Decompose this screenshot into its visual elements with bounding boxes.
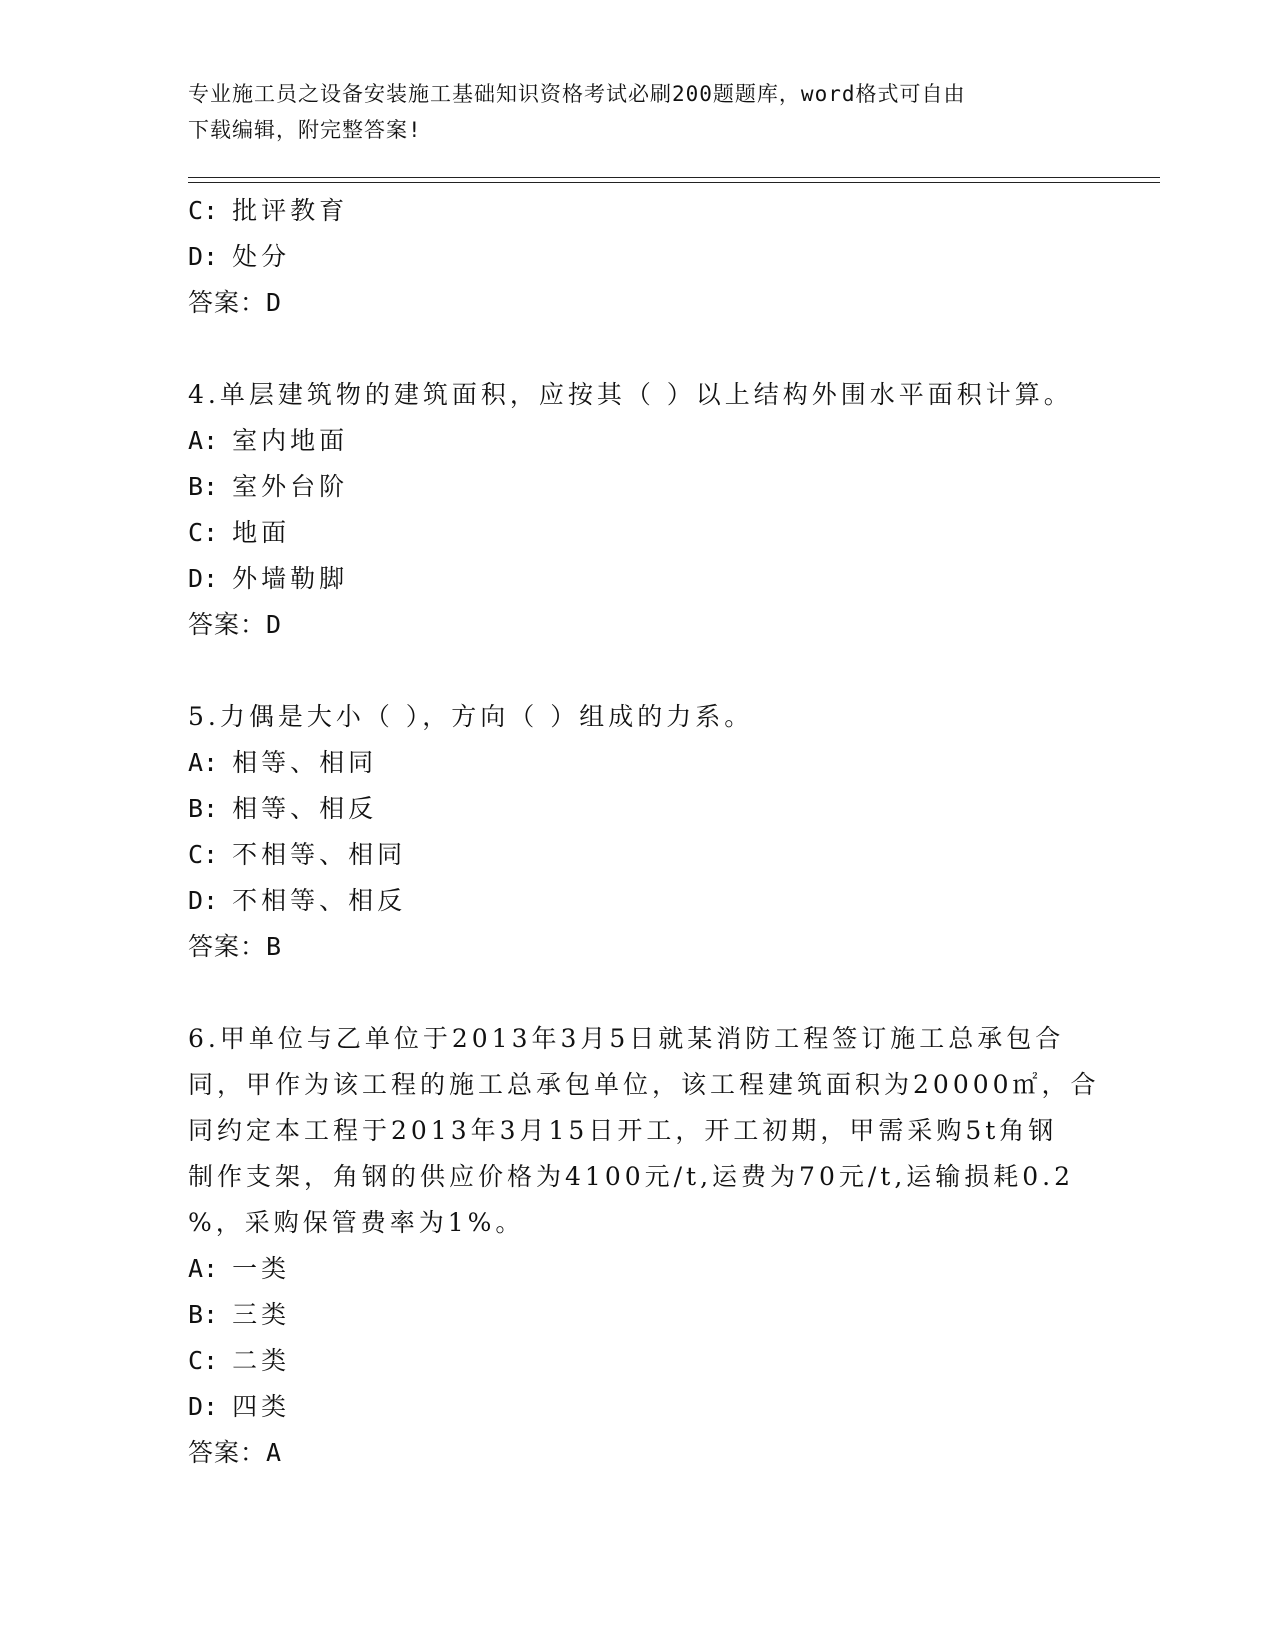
- question-stem-line: 制作支架，角钢的供应价格为4100元/t,运费为70元/t,运输损耗0.2: [188, 1162, 1075, 1191]
- option-text: 相等、相同: [232, 748, 378, 777]
- answer-line: [188, 924, 1088, 970]
- question-spacer: [188, 648, 1088, 694]
- question-3-tail: [188, 188, 1088, 326]
- answer-label: 答案：: [188, 610, 267, 639]
- answer-line: [188, 602, 1088, 648]
- option-a: [188, 418, 1088, 464]
- option-text: 外墙勒脚: [232, 564, 349, 593]
- option-letter: A:: [188, 748, 219, 777]
- answer-label: 答案：: [188, 288, 267, 317]
- option-text: 三类: [232, 1300, 291, 1329]
- header-divider-bottom: [188, 182, 1160, 183]
- option-letter: B:: [188, 472, 219, 501]
- question-4: [188, 372, 1088, 648]
- question-stem-line: 同，甲作为该工程的施工总承包单位，该工程建筑面积为20000㎡，合: [188, 1070, 1100, 1099]
- option-letter: D:: [188, 1392, 219, 1421]
- option-c: [188, 188, 1088, 234]
- question-stem-line: 6.甲单位与乙单位于2013年3月5日就某消防工程签订施工总承包合: [188, 1024, 1065, 1053]
- option-text: 室外台阶: [232, 472, 349, 501]
- option-letter: D:: [188, 886, 219, 915]
- option-a: [188, 740, 1088, 786]
- option-c: [188, 1338, 1088, 1384]
- option-text: 四类: [232, 1392, 291, 1421]
- answer-value: D: [266, 288, 283, 317]
- option-text: 相等、相反: [232, 794, 378, 823]
- option-c: [188, 510, 1088, 556]
- option-text: 室内地面: [232, 426, 349, 455]
- option-text: 处分: [232, 242, 291, 271]
- option-text: 不相等、相反: [232, 886, 407, 915]
- answer-line: [188, 1430, 1088, 1476]
- header-line-1: 专业施工员之设备安装施工基础知识资格考试必刷200题题库，word格式可自由: [188, 82, 966, 106]
- question-stem: 5.力偶是大小（ ），方向（ ）组成的力系。: [188, 702, 754, 731]
- option-text: 一类: [232, 1254, 291, 1283]
- question-list: [188, 188, 1100, 1476]
- answer-value: A: [266, 1438, 283, 1467]
- option-text: 地面: [232, 518, 291, 547]
- option-letter: B:: [188, 794, 219, 823]
- option-b: [188, 464, 1088, 510]
- option-letter: C:: [188, 196, 219, 225]
- option-c: [188, 832, 1088, 878]
- question-5: [188, 694, 1088, 970]
- option-letter: A:: [188, 426, 219, 455]
- option-letter: C:: [188, 1346, 219, 1375]
- option-letter: A:: [188, 1254, 219, 1283]
- answer-label: 答案：: [188, 1438, 267, 1467]
- option-d: [188, 878, 1088, 924]
- option-letter: D:: [188, 564, 219, 593]
- answer-value: B: [266, 932, 283, 961]
- question-6: [188, 1016, 1100, 1476]
- option-b: [188, 1292, 1088, 1338]
- option-b: [188, 786, 1088, 832]
- option-d: [188, 1384, 1088, 1430]
- option-text: 二类: [232, 1346, 291, 1375]
- option-text: 不相等、相同: [232, 840, 407, 869]
- option-letter: B:: [188, 1300, 219, 1329]
- option-letter: C:: [188, 840, 219, 869]
- document-header: [188, 76, 1088, 148]
- answer-line: [188, 280, 1088, 326]
- question-stem-line: 同约定本工程于2013年3月15日开工，开工初期，甲需采购5t角钢: [188, 1116, 1058, 1145]
- option-text: 批评教育: [232, 196, 349, 225]
- option-d: [188, 556, 1088, 602]
- question-spacer: [188, 326, 1088, 372]
- question-stem: 4.单层建筑物的建筑面积，应按其（ ）以上结构外围水平面积计算。: [188, 380, 1073, 409]
- question-spacer: [188, 970, 1088, 1016]
- option-letter: C:: [188, 518, 219, 547]
- question-stem-line: %，采购保管费率为1%。: [188, 1208, 525, 1237]
- answer-value: D: [266, 610, 283, 639]
- header-line-2: 下载编辑，附完整答案!: [188, 118, 422, 142]
- header-divider-top: [188, 177, 1160, 178]
- answer-label: 答案：: [188, 932, 267, 961]
- option-a: [188, 1246, 1088, 1292]
- option-letter: D:: [188, 242, 219, 271]
- option-d: [188, 234, 1088, 280]
